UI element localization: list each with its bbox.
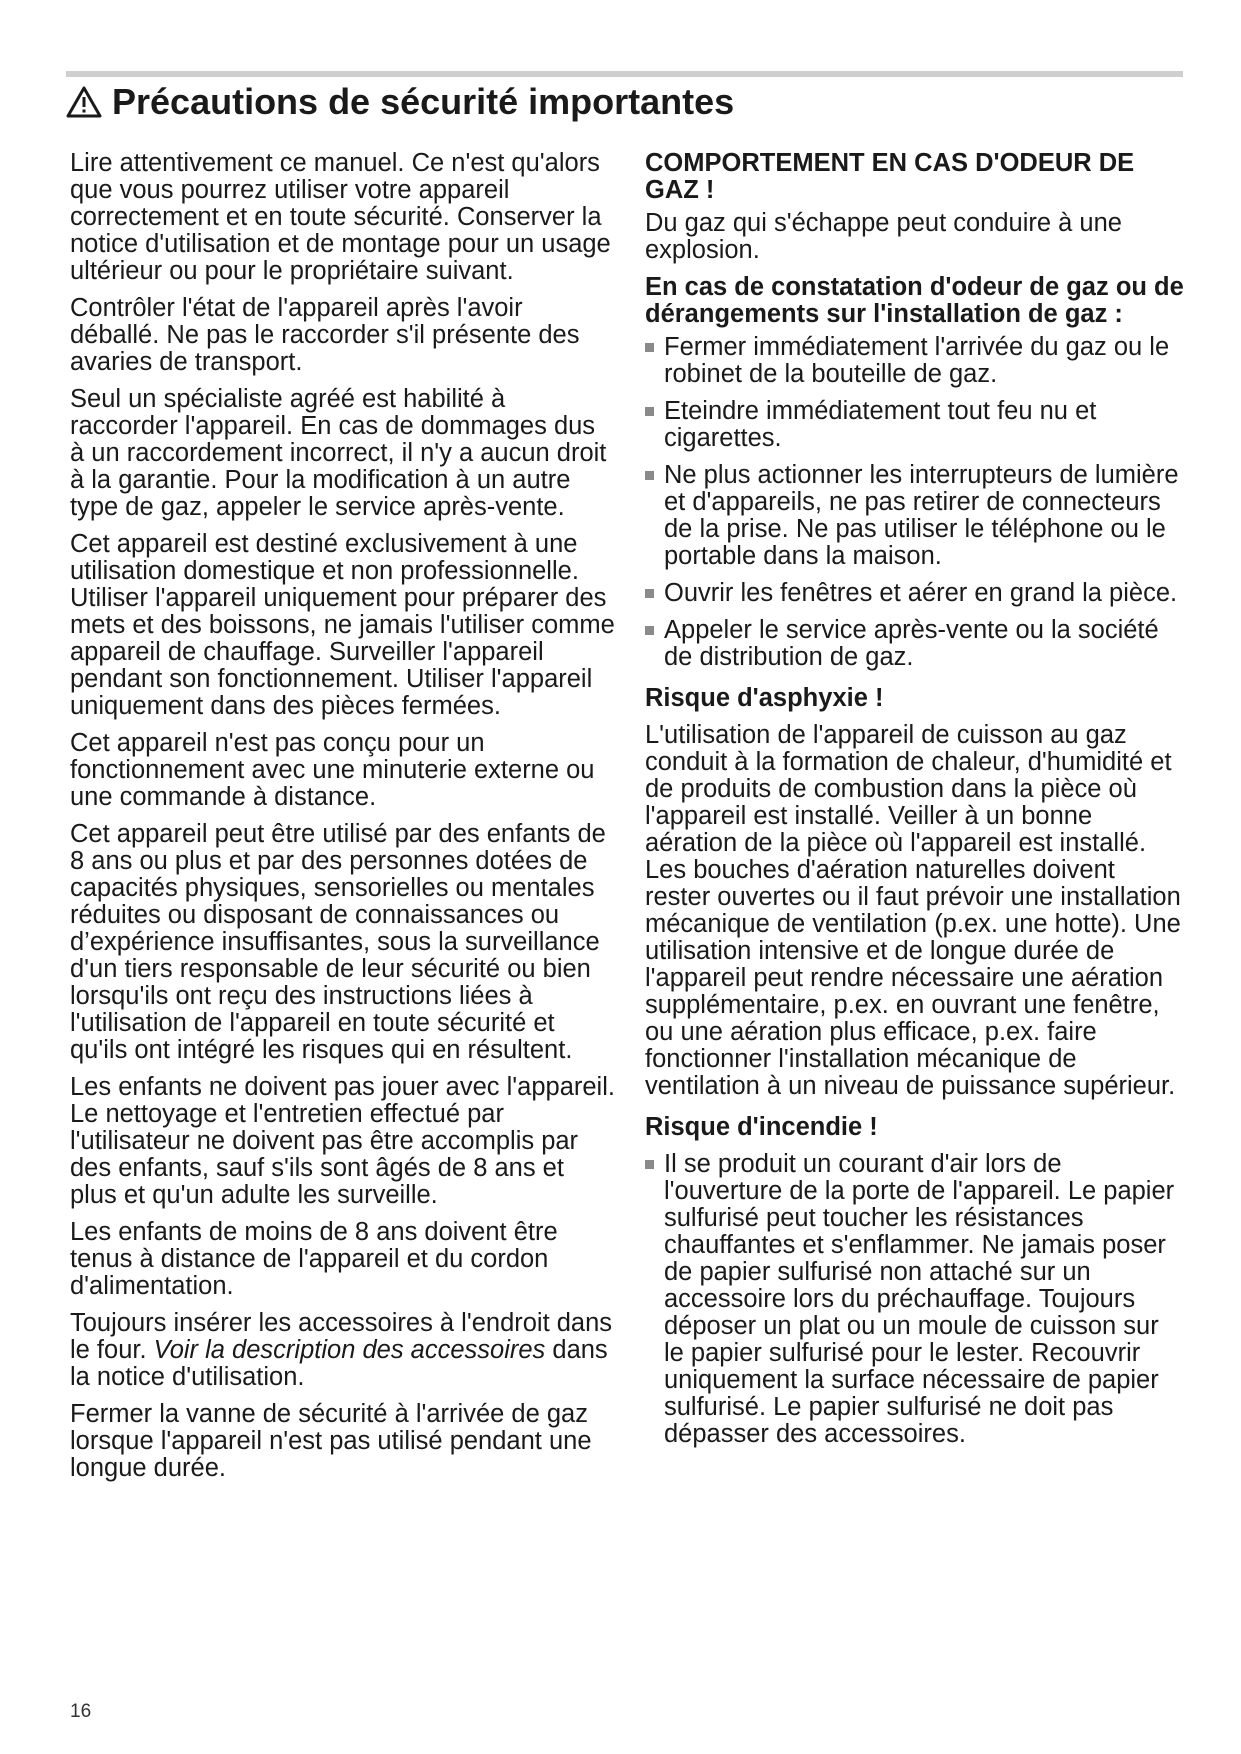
bullet-square-icon <box>645 407 654 416</box>
fire-list <box>645 1151 1185 1448</box>
paragraph-gas-valve: Fermer la vanne de sécurité à l'arrivée de gaz lorsque l'appareil n'est pas utilisé pendant une longue durée. <box>70 1400 592 1482</box>
paragraph-no-timer: Cet appareil n'est pas conçu pour un fonctionnement avec une minuterie externe ou une commande à distance. <box>70 729 595 811</box>
gas-odour-heading: COMPORTEMENT EN CAS D'ODEUR DE GAZ ! <box>645 149 1135 204</box>
right-column <box>645 150 1185 1458</box>
warning-triangle-icon <box>66 86 102 118</box>
section-title-text: Précautions de sécurité importantes <box>112 81 735 122</box>
gas-odour-intro: Du gaz qui s'échappe peut conduire à une explosion. <box>645 209 1122 264</box>
list-item-text: Appeler le service après-vente ou la société de distribution de gaz. <box>664 616 1159 671</box>
paragraph-children-8: Cet appareil peut être utilisé par des enfants de 8 ans ou plus et par des personnes dotées de capacités physiques, sensorielles ou mentales réduites ou disposant de connaissances ou d’expérience insuffisantes, sous la surveillance d'un tiers responsable de leur sécurité ou bien lorsqu'ils ont reçu des instructions liées à l'utilisation de l'appareil en toute sécurité et qu'ils ont intégré les risques qui en résultent. <box>70 820 606 1064</box>
accessories-text-after: dans la notice d'utilisation. <box>70 1336 608 1391</box>
bullet-square-icon <box>645 1160 654 1169</box>
bullet-square-icon <box>645 471 654 480</box>
list-item-text: Ne plus actionner les interrupteurs de lumière et d'appareils, ne pas retirer de connecteurs de la prise. Ne pas utiliser le téléphone ou le portable dans la maison. <box>664 461 1179 570</box>
paragraph-domestic-use: Cet appareil est destiné exclusivement à une utilisation domestique et non professionnelle. Utiliser l'appareil uniquement pour préparer des mets et des boissons, ne jamais l'utiliser comme appareil de chauffage. Surveiller l'appareil pendant son fonctionnement. Utiliser l'appareil uniquement dans des pièces fermées. <box>70 530 615 720</box>
gas-steps-list <box>645 334 1185 671</box>
paragraph-children-distance: Les enfants de moins de 8 ans doivent être tenus à distance de l'appareil et du cordon d'alimentation. <box>70 1218 558 1300</box>
list-item <box>645 617 1185 671</box>
list-item <box>645 462 1185 570</box>
list-item-text: Fermer immédiatement l'arrivée du gaz ou le robinet de la bouteille de gaz. <box>664 333 1170 388</box>
left-column <box>70 150 615 1492</box>
gas-odour-subheading: En cas de constatation d'odeur de gaz ou de dérangements sur l'installation de gaz : <box>645 273 1184 328</box>
list-item <box>645 398 1185 452</box>
paragraph-check-condition: Contrôler l'état de l'appareil après l'avoir déballé. Ne pas le raccorder s'il présente des avaries de transport. <box>70 294 580 376</box>
fire-heading: Risque d'incendie ! <box>645 1113 878 1141</box>
section-title <box>66 80 734 124</box>
paragraph-read-manual: Lire attentivement ce manuel. Ce n'est qu'alors que vous pourrez utiliser votre appareil correctement et en toute sécurité. Conserver la notice d'utilisation et de montage pour un usage ultérieur ou pour le propriétaire suivant. <box>70 149 611 285</box>
list-item <box>645 1151 1185 1448</box>
bullet-square-icon <box>645 589 654 598</box>
list-item <box>645 580 1185 607</box>
bullet-square-icon <box>645 343 654 352</box>
asphyxia-text: L'utilisation de l'appareil de cuisson au gaz conduit à la formation de chaleur, d'humidité et de produits de combustion dans la pièce où l'appareil est installé. Veiller à un bonne aération de la pièce où l'appareil est installé. Les bouches d'aération naturelles doivent rester ouvertes ou il faut prévoir une installation mécanique de ventilation (p.ex. une hotte). Une utilisation intensive et de longue durée de l'appareil peut rendre nécessaire une aération supplémentaire, p.ex. en ouvrant une fenêtre, ou une aération plus efficace, p.ex. faire fonctionner l'installation mécanique de ventilation à un niveau de puissance supérieur. <box>645 721 1181 1100</box>
asphyxia-heading: Risque d'asphyxie ! <box>645 684 884 712</box>
list-item-text: Ouvrir les fenêtres et aérer en grand la pièce. <box>664 579 1178 607</box>
list-item <box>645 334 1185 388</box>
bullet-square-icon <box>645 626 654 635</box>
paragraph-children-play: Les enfants ne doivent pas jouer avec l'appareil. Le nettoyage et l'entretien effectué par l'utilisateur ne doivent pas être accomplis par des enfants, sauf s'ils sont âgés de 8 ans et plus et qu'un adulte les surveille. <box>70 1073 615 1209</box>
top-rule <box>66 71 1183 77</box>
paragraph-specialist: Seul un spécialiste agréé est habilité à raccorder l'appareil. En cas de dommages dus à un raccordement incorrect, il n'y a aucun droit à la garantie. Pour la modification à un autre type de gaz, appeler le service après-vente. <box>70 385 607 521</box>
list-item-text: Eteindre immédiatement tout feu nu et cigarettes. <box>664 397 1097 452</box>
list-item-text: Il se produit un courant d'air lors de l'ouverture de la porte de l'appareil. Le papier sulfurisé peut toucher les résistances chauffantes et s'enflammer. Ne jamais poser de papier sulfurisé non attaché sur un accessoire lors du préchauffage. Toujours déposer un plat ou un moule de cuisson sur le papier sulfurisé pour le lester. Recouvrir uniquement la surface nécessaire de papier sulfurisé. Le papier sulfurisé ne doit pas dépasser des accessoires. <box>664 1150 1175 1448</box>
accessories-reference: Voir la description des accessoires <box>153 1336 546 1364</box>
paragraph-accessories <box>70 1310 615 1391</box>
page-number: 16 <box>70 1701 92 1722</box>
accessories-text-before: Toujours insérer les accessoires à l'endroit dans le four. <box>70 1309 613 1364</box>
